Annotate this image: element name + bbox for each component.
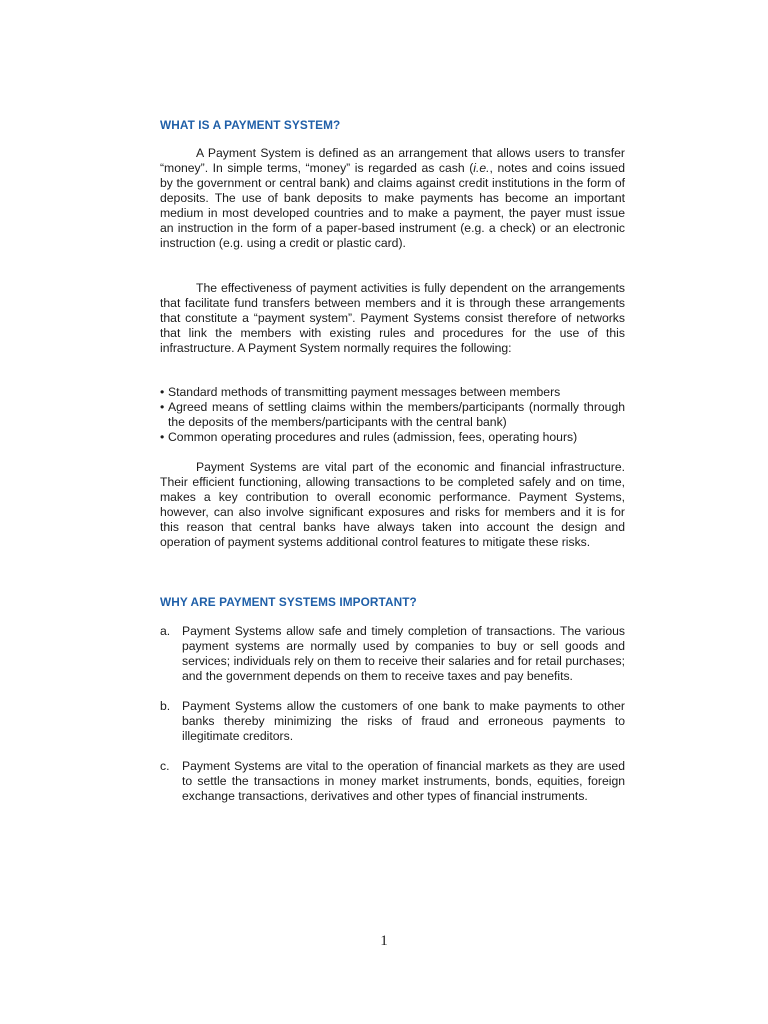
list-item-text: Payment Systems are vital to the operation of financial markets as they are used to settle the transactions in money market instruments, bonds, equities, foreign exchange transactions, derivatives and other types of financial instruments.	[182, 759, 625, 803]
page-number: 1	[380, 933, 388, 949]
importance-list	[160, 624, 625, 804]
list-item	[160, 430, 625, 445]
ie-abbreviation: i.e.	[473, 161, 490, 175]
list-marker: b.	[160, 699, 171, 713]
bullet-icon: •	[160, 400, 165, 414]
paragraph-definition-part2: , notes and coins issued by the government or central bank) and claims against credit institutions in the form of deposits. The use of bank deposits to make payments has become an important medium in most developed countries and to make a payment, the payer must issue an instruction in the form of a paper-based instrument (e.g. a check) or an electronic instruction (e.g. using a credit or plastic card).	[160, 161, 625, 250]
paragraph-definition-part1: A Payment System is defined as an arrangement that allows users to transfer “money”. In simple terms, “money” is regarded as cash (	[160, 146, 625, 175]
list-item	[160, 385, 625, 400]
bullet-icon: •	[160, 430, 165, 444]
list-marker: a.	[160, 624, 171, 638]
list-item	[160, 400, 625, 430]
list-marker: c.	[160, 759, 170, 773]
requirements-list	[160, 385, 625, 445]
list-item-text: Payment Systems allow safe and timely completion of transactions. The various payment systems are normally used by companies to buy or sell goods and services; individuals rely on them to receive their salaries and for retail purchases; and the government depends on them to receive taxes and pay benefits.	[182, 624, 625, 683]
section-heading-why-important: WHY ARE PAYMENT SYSTEMS IMPORTANT?	[160, 595, 417, 609]
list-item	[160, 699, 625, 744]
section-heading-what-is: WHAT IS A PAYMENT SYSTEM?	[160, 118, 341, 132]
paragraph-effectiveness: The effectiveness of payment activities is fully dependent on the arrangements that facilitate fund transfers between members and it is through these arrangements that constitute a “payment system”. Payment Systems consist therefore of networks that link the members with existing rules and procedures for the use of this infrastructure. A Payment System normally requires the following:	[160, 281, 625, 355]
bullet-icon: •	[160, 385, 165, 399]
list-item	[160, 624, 625, 684]
paragraph-vital-part: Payment Systems are vital part of the economic and financial infrastructure. Their efficient functioning, allowing transactions to be completed safely and on time, makes a key contribution to overall economic performance. Payment Systems, however, can also involve significant exposures and risks for members and it is for this reason that central banks have always taken into account the design and operation of payment systems additional control features to mitigate these risks.	[160, 460, 625, 549]
list-item-text: Agreed means of settling claims within the members/participants (normally through the deposits of the members/participants with the central bank)	[168, 400, 625, 429]
list-item-text: Payment Systems allow the customers of one bank to make payments to other banks thereby minimizing the risks of fraud and erroneous payments to illegitimate creditors.	[182, 699, 625, 743]
list-item	[160, 759, 625, 804]
paragraph-definition	[160, 146, 625, 251]
list-item-text: Common operating procedures and rules (admission, fees, operating hours)	[168, 430, 578, 444]
list-item-text: Standard methods of transmitting payment messages between members	[168, 385, 561, 399]
